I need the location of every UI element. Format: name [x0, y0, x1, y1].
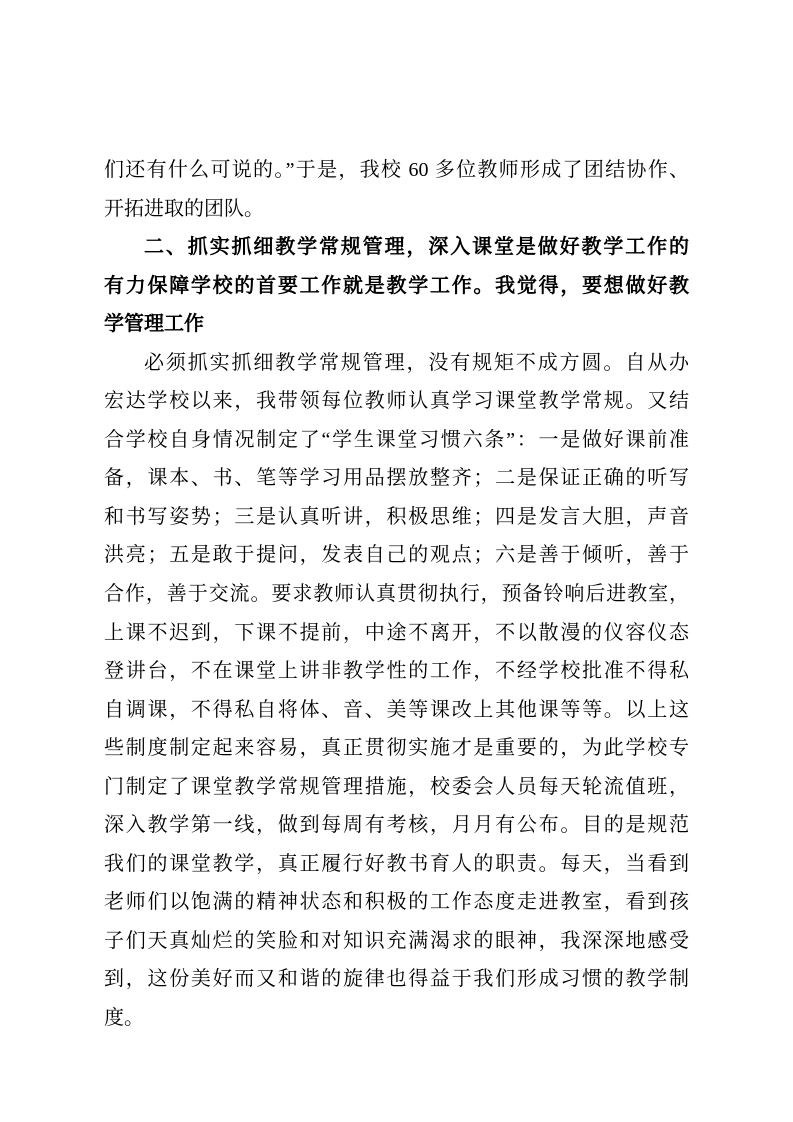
- text-line: 洪亮；五是敢于提问，发表自己的观点；六是善于倾听，善于: [104, 544, 689, 567]
- text-line: 合作，善于交流。要求教师认真贯彻执行，预备铃响后进教室，: [104, 583, 689, 606]
- text-line: 登讲台，不在课堂上讲非教学性的工作，不经学校批准不得私: [104, 660, 689, 683]
- text-line: 老师们以饱满的精神状态和积极的工作态度走进教室，看到孩: [104, 891, 689, 914]
- text-line: 上课不迟到，下课不提前，中途不离开，不以散漫的仪容仪态: [104, 621, 689, 644]
- text-line: 合学校自身情况制定了“学生课堂习惯六条”：一是做好课前准: [104, 428, 689, 451]
- text-line: 到，这份美好而又和谐的旋律也得益于我们形成习惯的教学制: [104, 968, 689, 991]
- section-heading-line: 有力保障学校的首要工作就是教学工作。我觉得，要想做好教: [104, 274, 689, 297]
- text-line: 自调课，不得私自将体、音、美等课改上其他课等等。以上这: [104, 698, 689, 721]
- section-heading-line: 学管理工作: [104, 313, 204, 336]
- text-line: 备，课本、书、笔等学习用品摆放整齐；二是保证正确的听写: [104, 467, 689, 490]
- text-line: 些制度制定起来容易，真正贯彻实施才是重要的，为此学校专: [104, 737, 689, 760]
- text-line: 深入教学第一线，做到每周有考核，月月有公布。目的是规范: [104, 814, 689, 837]
- text-line: 宏达学校以来，我带领每位教师认真学习课堂教学常规。又结: [104, 390, 689, 413]
- text-line: 门制定了课堂教学常规管理措施，校委会人员每天轮流值班，: [104, 775, 689, 798]
- text-line: 子们天真灿烂的笑脸和对知识充满渴求的眼神，我深深地感受: [104, 929, 689, 952]
- text-line: 们还有什么可说的。”于是，我校 60 多位教师形成了团结协作、: [104, 159, 689, 181]
- text-line: 度。: [104, 1007, 144, 1030]
- text-line: 开拓进取的团队。: [104, 197, 264, 220]
- text-line: 和书写姿势；三是认真听讲，积极思维；四是发言大胆，声音: [104, 505, 689, 528]
- section-heading-line: 二、抓实抓细教学常规管理，深入课堂是做好教学工作的: [144, 236, 689, 259]
- text-line: 我们的课堂教学，真正履行好教书育人的职责。每天，当看到: [104, 852, 689, 875]
- text-line: 必须抓实抓细教学常规管理，没有规矩不成方圆。自从办: [144, 351, 689, 374]
